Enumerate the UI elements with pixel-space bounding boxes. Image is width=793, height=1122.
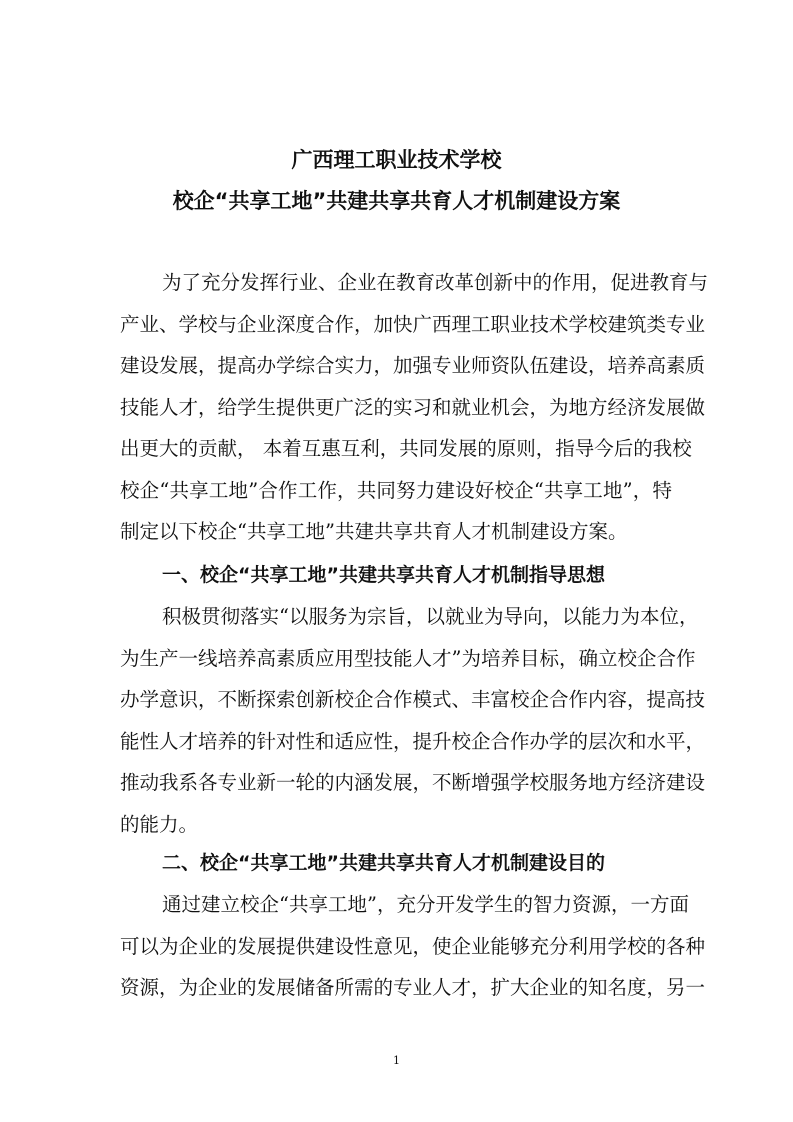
paragraph-line: 资源，为企业的发展储备所需的专业人才，扩大企业的知名度，另一: [120, 976, 706, 999]
paragraph-line: 产业、学校与企业深度合作，加快广西理工职业技术学校建筑类专业: [120, 313, 706, 336]
paragraph-line: 技能人才，给学生提供更广泛的实习和就业机会，为地方经济发展做: [120, 396, 706, 419]
paragraph-line: 能性人才培养的针对性和适应性，提升校企合作办学的层次和水平，: [120, 730, 706, 753]
page-number: 1: [393, 1054, 400, 1067]
paragraph-line: 办学意识，不断探索创新校企合作模式、丰富校企合作内容，提高技: [120, 688, 706, 711]
document-title-plan: 校企“共享工地”共建共享共育人才机制建设方案: [172, 189, 621, 213]
paragraph-line: 校企“共享工地”合作工作，共同努力建设好校企“共享工地”，特: [120, 479, 672, 502]
paragraph-line: 为生产一线培养高素质应用型技能人才”为培养目标，确立校企合作: [120, 647, 696, 670]
paragraph-line: 可以为企业的发展提供建设性意见，使企业能够充分利用学校的各种: [120, 935, 706, 958]
paragraph-line: 制定以下校企“共享工地”共建共享共育人才机制建设方案。: [120, 520, 628, 543]
paragraph-line: 出更大的贡献， 本着互惠互利，共同发展的原则，指导今后的我校: [120, 437, 692, 460]
section-heading-2: 二、校企“共享工地”共建共享共育人才机制建设目的: [162, 852, 605, 874]
section-heading-1: 一、校企“共享工地”共建共享共育人才机制指导思想: [162, 564, 605, 586]
paragraph-line: 推动我系各专业新一轮的内涵发展，不断增强学校服务地方经济建设: [120, 771, 706, 794]
paragraph-line: 为了充分发挥行业、企业在教育改革创新中的作用，促进教育与: [162, 271, 709, 294]
paragraph-line: 通过建立校企“共享工地”，充分开发学生的智力资源，一方面: [162, 893, 689, 916]
paragraph-line: 积极贯彻落实“以服务为宗旨，以就业为导向，以能力为本位，: [162, 605, 699, 628]
paragraph-line: 建设发展，提高办学综合实力，加强专业师资队伍建设，培养高素质: [120, 354, 706, 377]
document-title-school: 广西理工职业技术学校: [291, 148, 502, 172]
paragraph-line: 的能力。: [120, 813, 199, 836]
